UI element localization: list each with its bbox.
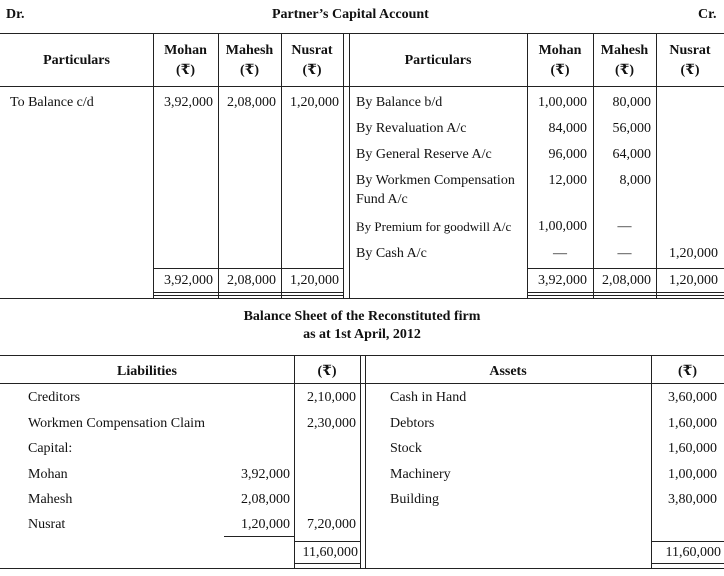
header-nusrat-left: Nusrat xyxy=(291,43,333,58)
rule-section-end xyxy=(0,298,724,299)
right-row-particulars: By Revaluation A/c xyxy=(356,121,467,136)
asset-amount: 1,00,000 xyxy=(668,467,717,482)
balance-sheet-title: Balance Sheet of the Reconstituted firm xyxy=(243,309,481,324)
col-rule xyxy=(343,33,344,298)
balance-sheet-date: as at 1st April, 2012 xyxy=(303,327,421,342)
header-unit: (₹) xyxy=(239,63,260,78)
liabilities-unit-header: (₹) xyxy=(317,364,337,379)
bs-rule-bottom xyxy=(0,568,724,569)
asset-amount: 3,60,000 xyxy=(668,390,717,405)
header-unit: (₹) xyxy=(175,63,196,78)
liabilities-total: 11,60,000 xyxy=(302,545,358,560)
liability-label: Workmen Compensation Claim xyxy=(28,416,205,431)
rule-right-total-top xyxy=(527,268,724,269)
right-row-particulars: By Workmen Compensation xyxy=(356,173,515,188)
header-unit: (₹) xyxy=(302,63,322,78)
left-particulars: To Balance c/d xyxy=(10,95,94,110)
left-mohan-amount: 3,92,000 xyxy=(164,95,213,110)
right-row-particulars-cont: Fund A/c xyxy=(356,192,408,207)
rule-left-total-top xyxy=(153,268,343,269)
rule-right-total-bottom xyxy=(527,292,724,293)
right-row-mohan: — xyxy=(553,246,567,261)
liability-inner-amount: 3,92,000 xyxy=(241,467,290,482)
rule-top xyxy=(0,33,724,34)
left-total-mohan: 3,92,000 xyxy=(164,273,213,288)
dr-label: Dr. xyxy=(6,7,25,22)
asset-label: Debtors xyxy=(390,416,435,431)
assets-header: Assets xyxy=(489,364,527,379)
left-total-mahesh: 2,08,000 xyxy=(227,273,276,288)
header-particulars-right: Particulars xyxy=(404,53,472,68)
liability-amount: 2,10,000 xyxy=(307,390,356,405)
right-row-mahesh: 8,000 xyxy=(619,173,651,188)
header-mahesh-left: Mahesh xyxy=(225,43,274,58)
liability-label: Creditors xyxy=(28,390,81,405)
liability-amount: 2,30,000 xyxy=(307,416,356,431)
bs-col-rule xyxy=(651,355,652,568)
right-row-mahesh: — xyxy=(617,246,632,261)
bs-rule-liab-total-bottom xyxy=(294,563,360,564)
bs-rule-assets-total-bottom xyxy=(651,563,724,564)
header-mohan-right: Mohan xyxy=(538,43,582,58)
asset-label: Stock xyxy=(390,441,422,456)
asset-label: Machinery xyxy=(390,467,451,482)
col-rule xyxy=(349,33,350,298)
rule-header-bottom xyxy=(0,86,724,87)
capital-account-title: Partner’s Capital Account xyxy=(272,7,429,22)
asset-label: Building xyxy=(390,492,440,507)
asset-label: Cash in Hand xyxy=(390,390,467,405)
rule-left-total-bottom xyxy=(153,292,343,293)
left-mahesh-amount: 2,08,000 xyxy=(227,95,276,110)
right-row-particulars: By Balance b/d xyxy=(356,95,443,110)
right-row-mahesh: — xyxy=(617,219,632,234)
left-nusrat-amount: 1,20,000 xyxy=(290,95,339,110)
liabilities-header: Liabilities xyxy=(117,364,177,379)
bs-rule-header-bottom xyxy=(0,383,724,384)
right-row-mohan: 1,00,000 xyxy=(538,219,587,234)
bs-rule-capital-subtotal xyxy=(224,536,294,537)
liability-label: Capital: xyxy=(28,441,73,456)
liability-label: Mahesh xyxy=(28,492,73,507)
right-row-mahesh: 64,000 xyxy=(612,147,651,162)
header-unit: (₹) xyxy=(550,63,570,78)
cr-label: Cr. xyxy=(698,7,717,22)
assets-unit-header: (₹) xyxy=(677,364,698,379)
right-row-nusrat: 1,20,000 xyxy=(669,246,718,261)
right-total-mahesh: 2,08,000 xyxy=(602,273,651,288)
asset-amount: 3,80,000 xyxy=(668,492,717,507)
right-row-mahesh: 80,000 xyxy=(612,95,651,110)
rule-right-total-double xyxy=(527,295,724,296)
right-row-particulars: By General Reserve A/c xyxy=(356,147,492,162)
liability-label: Mohan xyxy=(28,467,68,482)
asset-amount: 1,60,000 xyxy=(668,441,717,456)
right-row-mohan: 84,000 xyxy=(548,121,587,136)
bs-col-rule xyxy=(294,355,295,568)
right-row-mohan: 96,000 xyxy=(548,147,587,162)
right-row-mahesh: 56,000 xyxy=(612,121,651,136)
header-particulars-left: Particulars xyxy=(43,53,110,68)
right-total-nusrat: 1,20,000 xyxy=(669,273,718,288)
header-mohan-left: Mohan xyxy=(164,43,207,58)
right-row-mohan: 1,00,000 xyxy=(538,95,587,110)
liability-inner-amount: 1,20,000 xyxy=(241,517,290,532)
bs-rule-liab-total-top xyxy=(294,541,360,542)
liability-amount: 7,20,000 xyxy=(307,517,356,532)
bs-rule-top xyxy=(0,355,724,356)
liability-inner-amount: 2,08,000 xyxy=(241,492,290,507)
header-nusrat-right: Nusrat xyxy=(669,43,711,58)
right-row-particulars: By Premium for goodwill A/c xyxy=(356,219,512,234)
rule-left-total-double xyxy=(153,295,343,296)
header-unit: (₹) xyxy=(614,63,635,78)
asset-amount: 1,60,000 xyxy=(668,416,717,431)
right-row-mohan: 12,000 xyxy=(548,173,587,188)
left-total-nusrat: 1,20,000 xyxy=(290,273,339,288)
right-total-mohan: 3,92,000 xyxy=(538,273,587,288)
header-mahesh-right: Mahesh xyxy=(600,43,649,58)
header-unit: (₹) xyxy=(680,63,700,78)
liability-label: Nusrat xyxy=(28,517,66,532)
assets-total: 11,60,000 xyxy=(665,545,721,560)
bs-col-rule xyxy=(360,355,361,568)
bs-rule-assets-total-top xyxy=(651,541,724,542)
bs-col-rule xyxy=(365,355,366,568)
right-row-particulars: By Cash A/c xyxy=(356,246,427,261)
